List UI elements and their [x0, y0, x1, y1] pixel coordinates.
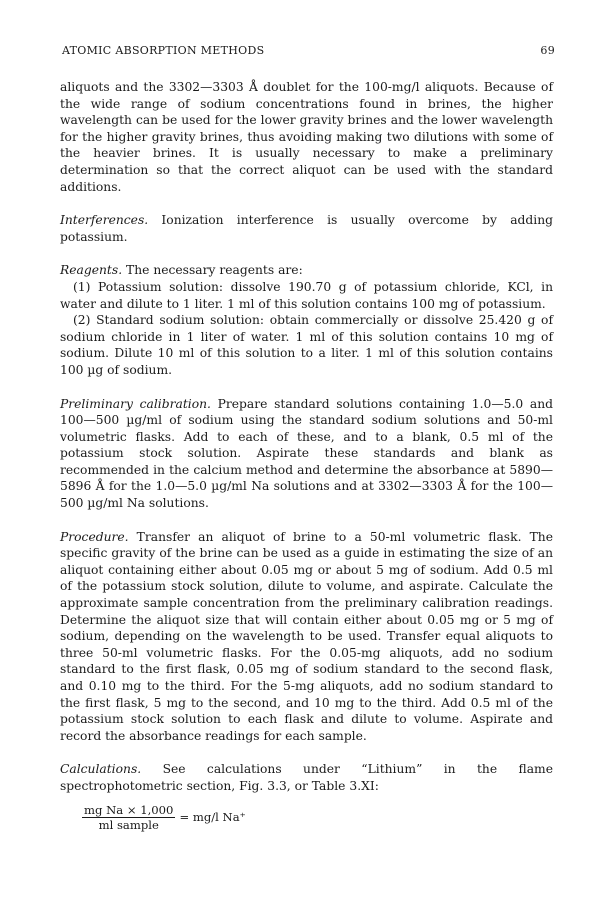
interferences-text: Ionization interference is usually overcome by adding potassium.	[60, 213, 553, 244]
calculations-paragraph	[60, 761, 553, 794]
calculations-heading: Calculations.	[60, 762, 142, 777]
calibration-paragraph	[60, 396, 553, 512]
calculations-text: See calculations under “Lithium” in the flame spectrophotometric section, Fig. 3.3, or Table 3.XI:	[60, 762, 553, 793]
calibration-text: Prepare standard solutions containing 1.0—5.0 and 100—500 µg/ml of sodium using the standard sodium solutions and 50-ml volumetric flasks. Add to each of these, and to a blank, 0.5 ml of the potassium stock solution. Aspirate these standards and blank as recommended in the calcium method and determine the absorbance at 5890—5896 Å for the 1.0—5.0 µg/ml Na solutions and at 3302—3303 Å for the 100—500 µg/ml Na solutions.	[60, 396, 553, 511]
reagents-heading: Reagents.	[60, 263, 123, 278]
calibration-heading: Preliminary calibration.	[60, 396, 211, 411]
formula-fraction	[82, 803, 175, 832]
procedure-paragraph	[60, 529, 553, 745]
interferences-heading: Interferences.	[60, 213, 149, 228]
reagent-item-2: (2) Standard sodium solution: obtain commercially or dissolve 25.420 g of sodium chloride in 1 liter of water. 1 ml of this solution contains 10 mg of sodium. Dilute 10 ml of this solution to a liter. 1 ml of this solution contains 100 µg of sodium.	[60, 313, 553, 377]
chapter-title: ATOMIC ABSORPTION METHODS	[62, 44, 265, 57]
formula-result: = mg/l Na⁺	[179, 810, 246, 825]
sodium-formula	[82, 803, 553, 832]
reagent-item-1: (1) Potassium solution: dissolve 190.70 g of potassium chloride, KCl, in water and dilute to 1 liter. 1 ml of this solution contains 100 mg of potassium.	[60, 279, 553, 311]
page-number: 69	[540, 44, 555, 57]
formula-denominator: ml sample	[98, 817, 159, 832]
reagents-paragraph	[60, 262, 553, 279]
procedure-heading: Procedure.	[60, 529, 129, 544]
interferences-paragraph	[60, 212, 553, 245]
continued-paragraph: aliquots and the 3302—3303 Å doublet for the 100-mg/l aliquots. Because of the wide range of sodium concentrations found in brines, the higher wavelength can be used for the lower gravity brines and the lower wavelength for the higher gravity brines, thus avoiding making two dilutions with some of the heavier brines. It is usually necessary to make a preliminary determination so that the correct aliquot can be used with the standard additions.	[60, 80, 553, 194]
reagents-text: The necessary reagents are:	[122, 263, 303, 278]
page-body	[60, 79, 553, 832]
formula-numerator: mg Na × 1,000	[84, 802, 174, 817]
running-head	[62, 44, 555, 60]
procedure-text: Transfer an aliquot of brine to a 50-ml volumetric flask. The specific gravity of the brine can be used as a guide in estimating the size of an aliquot containing either about 0.05 mg or about 5 mg of sodium. Add 0.5 ml of the potassium stock solution, dilute to volume, and aspirate. Calculate the approximate sample concentration from the preliminary calibration readings. Determine the aliquot size that will contain either about 0.05 mg or 5 mg of sodium, depending on the wavelength to be used. Transfer equal aliquots to three 50-ml volumetric flasks. For the 0.05-mg aliquots, add no sodium standard to the first flask, 0.05 mg of sodium standard to the second flask, and 0.10 mg to the third. For the 5-mg aliquots, add no sodium standard to the first flask, 5 mg to the second, and 10 mg to the third. Add 0.5 ml of the potassium stock solution to each flask and dilute to volume. Aspirate and record the absorbance readings for each sample.	[60, 529, 553, 743]
